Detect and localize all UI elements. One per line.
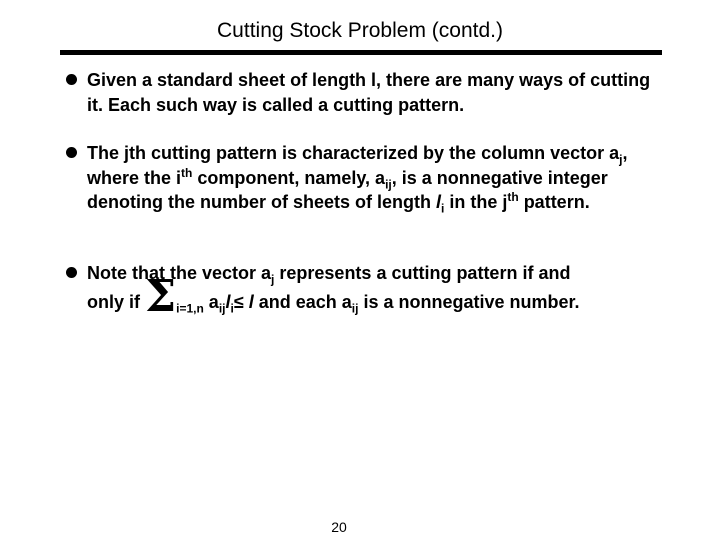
text-segment: The jth cutting pattern is characterized by the column vector a (87, 143, 620, 163)
math-variable: l (436, 192, 442, 212)
text-segment: is a nonnegative number. (358, 291, 580, 312)
text-segment: ≤ (233, 291, 249, 312)
subscript: i (441, 201, 445, 216)
subscript: j (271, 272, 275, 287)
math-variable: l (225, 291, 231, 312)
bullet-item-2 (66, 141, 666, 215)
bullet-text: Given a standard sheet of length l, there are many ways of cutting it. Each such way is called a cutting pattern. (87, 70, 651, 115)
bullet-item-3 (66, 261, 666, 322)
text-segment: component, namely, a (192, 167, 386, 188)
text-segment: , where the i (87, 143, 628, 188)
subscript: i=1,n (176, 301, 204, 316)
text-segment: a (203, 291, 219, 312)
slide-title: Cutting Stock Problem (contd.) (217, 19, 503, 42)
subscript: ij (351, 301, 359, 316)
subscript: j (619, 152, 623, 167)
text-segment: and each a (253, 291, 352, 312)
page-number: 20 (331, 519, 347, 535)
subscript: ij (385, 177, 392, 192)
text-segment: Note that the vector a (87, 263, 272, 283)
bullet-item-1 (66, 68, 666, 117)
text-segment: only if (87, 291, 145, 312)
text-segment: in the j (444, 192, 508, 212)
bullet-dot-icon (66, 267, 77, 278)
math-variable: l (248, 291, 254, 312)
bullet-dot-icon (66, 147, 77, 158)
text-segment: pattern. (518, 192, 590, 212)
title-divider (60, 50, 662, 55)
subscript: ij (218, 301, 226, 316)
summation-symbol: Σ (145, 270, 177, 322)
bullet-dot-icon (66, 74, 77, 85)
subscript: i (230, 301, 234, 316)
superscript: th (507, 190, 519, 204)
bullet-text (87, 261, 666, 322)
text-segment: , is a nonnegative integer denoting the number of sheets of length (87, 167, 608, 212)
text-segment: represents a cutting pattern if and (274, 263, 571, 283)
superscript: th (181, 165, 193, 180)
bullet-text (87, 141, 666, 215)
